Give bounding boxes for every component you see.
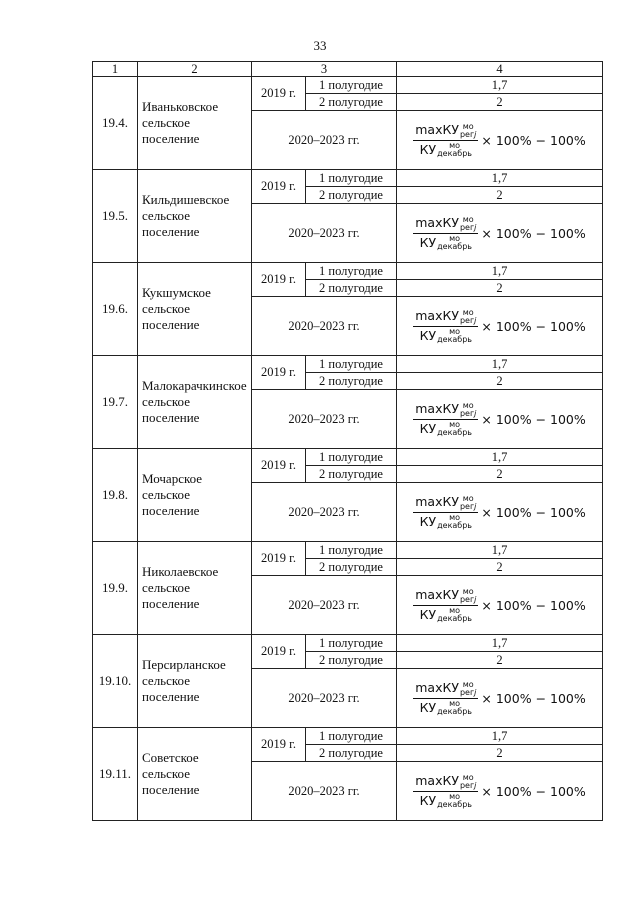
- year-cell: 2019 г.: [252, 635, 306, 669]
- value-half-1: 1,7: [397, 170, 603, 187]
- half-year-2: 2 полугодие: [306, 652, 397, 669]
- value-half-2: 2: [397, 373, 603, 390]
- formula-fraction: [413, 494, 478, 530]
- formula-numerator: maxКУ мо регj: [415, 772, 477, 790]
- value-half-2: 2: [397, 745, 603, 762]
- half-year-1: 1 полугодие: [306, 77, 397, 94]
- table-row: [93, 542, 603, 559]
- formula-denominator: КУ мо декабрь: [419, 792, 473, 809]
- formula-numerator: maxКУ мо регj: [415, 586, 477, 604]
- period-cell: 2020–2023 гг.: [252, 669, 397, 728]
- settlement-name: Николаевское сельское поселение: [138, 542, 252, 635]
- year-cell: 2019 г.: [252, 356, 306, 390]
- year-cell: 2019 г.: [252, 170, 306, 204]
- half-year-2: 2 полугодие: [306, 559, 397, 576]
- half-year-2: 2 полугодие: [306, 745, 397, 762]
- formula-fraction: [413, 680, 478, 716]
- formula-cell: [397, 576, 603, 635]
- value-half-2: 2: [397, 94, 603, 111]
- half-year-1: 1 полугодие: [306, 356, 397, 373]
- period-cell: 2020–2023 гг.: [252, 390, 397, 449]
- value-half-1: 1,7: [397, 77, 603, 94]
- year-cell: 2019 г.: [252, 728, 306, 762]
- settlement-name: Персирланское сельское поселение: [138, 635, 252, 728]
- page-number: 33: [313, 38, 327, 53]
- formula-cell: [397, 204, 603, 263]
- table-row: [93, 263, 603, 280]
- table-row: [93, 728, 603, 745]
- formula-fraction: [413, 122, 478, 158]
- half-year-2: 2 полугодие: [306, 94, 397, 111]
- header-col-1: 1: [93, 62, 138, 77]
- formula-tail: × 100% − 100%: [481, 132, 586, 148]
- formula-numerator: maxКУ мо регj: [415, 121, 477, 139]
- formula-numerator: maxКУ мо регj: [415, 679, 477, 697]
- half-year-2: 2 полугодие: [306, 466, 397, 483]
- settlement-name: Кильдишевское сельское поселение: [138, 170, 252, 263]
- period-cell: 2020–2023 гг.: [252, 762, 397, 821]
- settlement-name: Кукшумское сельское поселение: [138, 263, 252, 356]
- table-header-row: [93, 62, 603, 77]
- value-half-1: 1,7: [397, 263, 603, 280]
- formula-denominator: КУ мо декабрь: [419, 420, 473, 437]
- half-year-1: 1 полугодие: [306, 728, 397, 745]
- half-year-1: 1 полугодие: [306, 170, 397, 187]
- formula-cell: [397, 111, 603, 170]
- period-cell: 2020–2023 гг.: [252, 204, 397, 263]
- formula-denominator: КУ мо декабрь: [419, 327, 473, 344]
- table-row: [93, 635, 603, 652]
- half-year-2: 2 полугодие: [306, 280, 397, 297]
- formula-tail: × 100% − 100%: [481, 783, 586, 799]
- value-half-1: 1,7: [397, 542, 603, 559]
- formula-denominator: КУ мо декабрь: [419, 234, 473, 251]
- half-year-1: 1 полугодие: [306, 635, 397, 652]
- value-half-1: 1,7: [397, 635, 603, 652]
- formula-denominator: КУ мо декабрь: [419, 606, 473, 623]
- table-row: [93, 77, 603, 94]
- formula-tail: × 100% − 100%: [481, 411, 586, 427]
- value-half-2: 2: [397, 280, 603, 297]
- half-year-1: 1 полугодие: [306, 542, 397, 559]
- formula-cell: [397, 762, 603, 821]
- table-row: [93, 170, 603, 187]
- year-cell: 2019 г.: [252, 542, 306, 576]
- half-year-1: 1 полугодие: [306, 449, 397, 466]
- formula-tail: × 100% − 100%: [481, 225, 586, 241]
- period-cell: 2020–2023 гг.: [252, 576, 397, 635]
- formula-numerator: maxКУ мо регj: [415, 307, 477, 325]
- formula-cell: [397, 297, 603, 356]
- value-half-2: 2: [397, 187, 603, 204]
- formula-fraction: [413, 401, 478, 437]
- value-half-1: 1,7: [397, 356, 603, 373]
- formula-cell: [397, 483, 603, 542]
- formula-denominator: КУ мо декабрь: [419, 513, 473, 530]
- table-row: [93, 356, 603, 373]
- value-half-1: 1,7: [397, 449, 603, 466]
- settlement-name: Советское сельское поселение: [138, 728, 252, 821]
- row-number: 19.4.: [93, 77, 138, 170]
- formula-fraction: [413, 587, 478, 623]
- formula-tail: × 100% − 100%: [481, 318, 586, 334]
- half-year-2: 2 полугодие: [306, 187, 397, 204]
- settlement-name: Мочарское сельское поселение: [138, 449, 252, 542]
- year-cell: 2019 г.: [252, 449, 306, 483]
- formula-fraction: [413, 773, 478, 809]
- formula-fraction: [413, 308, 478, 344]
- year-cell: 2019 г.: [252, 77, 306, 111]
- period-cell: 2020–2023 гг.: [252, 111, 397, 170]
- tariff-table: [92, 61, 603, 821]
- formula-tail: × 100% − 100%: [481, 690, 586, 706]
- formula-cell: [397, 669, 603, 728]
- settlement-name: Малокарачкинское сельское поселение: [138, 356, 252, 449]
- value-half-2: 2: [397, 466, 603, 483]
- row-number: 19.10.: [93, 635, 138, 728]
- year-cell: 2019 г.: [252, 263, 306, 297]
- header-col-4: 4: [397, 62, 603, 77]
- formula-numerator: maxКУ мо регj: [415, 214, 477, 232]
- half-year-2: 2 полугодие: [306, 373, 397, 390]
- formula-tail: × 100% − 100%: [481, 597, 586, 613]
- formula-cell: [397, 390, 603, 449]
- formula-numerator: maxКУ мо регj: [415, 400, 477, 418]
- value-half-1: 1,7: [397, 728, 603, 745]
- row-number: 19.9.: [93, 542, 138, 635]
- formula-denominator: КУ мо декабрь: [419, 699, 473, 716]
- period-cell: 2020–2023 гг.: [252, 483, 397, 542]
- formula-denominator: КУ мо декабрь: [419, 141, 473, 158]
- formula-tail: × 100% − 100%: [481, 504, 586, 520]
- row-number: 19.11.: [93, 728, 138, 821]
- half-year-1: 1 полугодие: [306, 263, 397, 280]
- row-number: 19.8.: [93, 449, 138, 542]
- row-number: 19.7.: [93, 356, 138, 449]
- formula-numerator: maxКУ мо регj: [415, 493, 477, 511]
- header-col-2: 2: [138, 62, 252, 77]
- table-row: [93, 449, 603, 466]
- header-col-3: 3: [252, 62, 397, 77]
- settlement-name: Иваньковское сельское поселение: [138, 77, 252, 170]
- period-cell: 2020–2023 гг.: [252, 297, 397, 356]
- formula-fraction: [413, 215, 478, 251]
- value-half-2: 2: [397, 652, 603, 669]
- value-half-2: 2: [397, 559, 603, 576]
- row-number: 19.6.: [93, 263, 138, 356]
- row-number: 19.5.: [93, 170, 138, 263]
